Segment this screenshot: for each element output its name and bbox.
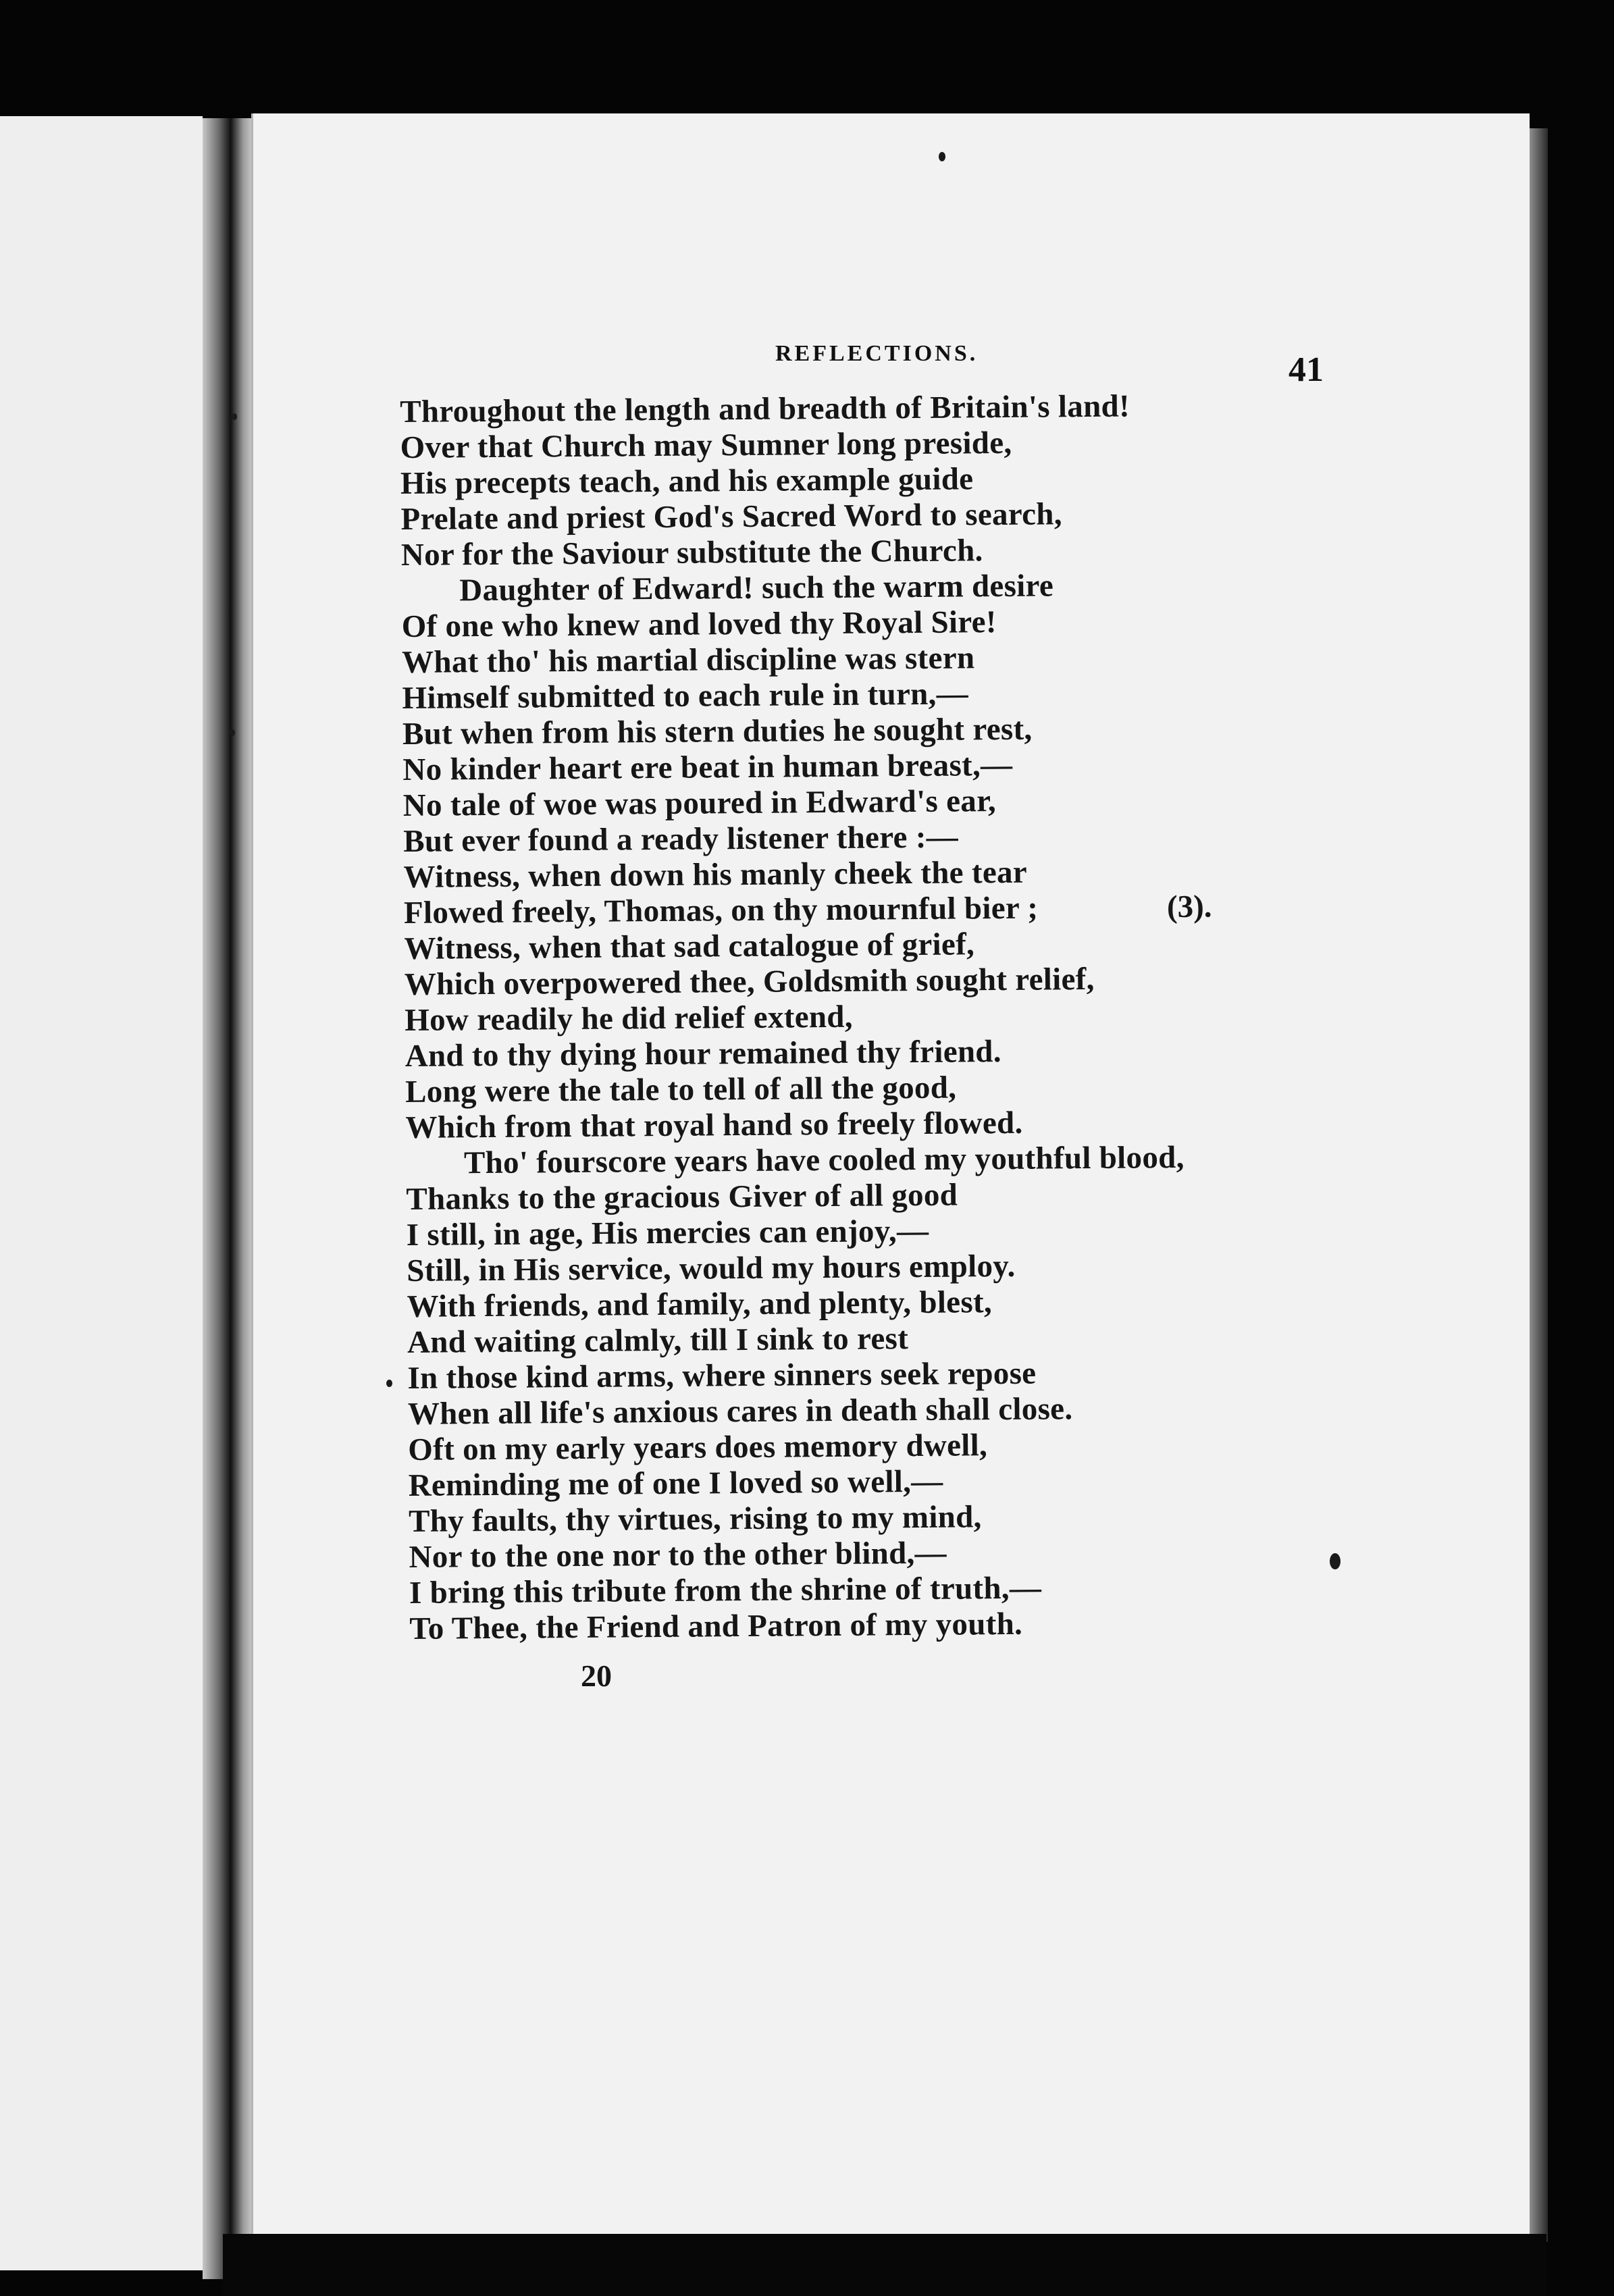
facing-page-edge bbox=[0, 116, 203, 2270]
ink-speck bbox=[939, 152, 945, 161]
verse-line: Still, in His service, would my hours employ. bbox=[406, 1248, 1016, 1288]
book-gutter bbox=[203, 118, 257, 2279]
verse-line: Tho' fourscore years have cooled my youthful blood, bbox=[463, 1139, 1185, 1181]
verse-line: Long were the tale to tell of all the good, bbox=[405, 1070, 957, 1110]
signature-mark: 20 bbox=[581, 1659, 612, 1693]
ink-speck bbox=[1330, 1553, 1340, 1569]
verse-line: Which from that royal hand so freely flowed. bbox=[405, 1105, 1023, 1145]
verse-line: I still, in age, His mercies can enjoy,— bbox=[406, 1213, 929, 1253]
verse-line: How readily he did relief extend, bbox=[405, 999, 854, 1038]
page-edge-shadow bbox=[1528, 128, 1548, 2242]
verse-line: No kinder heart ere beat in human breast,— bbox=[402, 747, 1013, 787]
verse-line: Witness, when down his manly cheek the tear bbox=[403, 854, 1028, 895]
verse-line: Which overpowered thee, Goldsmith sought relief, bbox=[404, 961, 1095, 1002]
verse-line: I bring this tribute from the shrine of truth,— bbox=[409, 1570, 1042, 1611]
verse-line: In those kind arms, where sinners seek repose bbox=[407, 1355, 1037, 1396]
poem-text bbox=[400, 386, 1343, 1879]
verse-line: And waiting calmly, till I sink to rest bbox=[407, 1321, 909, 1360]
verse-line: Flowed freely, Thomas, on thy mournful bier ; bbox=[403, 890, 1039, 931]
verse-line: Thy faults, thy virtues, rising to my mind, bbox=[408, 1499, 982, 1539]
verse-line: Nor to the one nor to the other blind,— bbox=[409, 1535, 947, 1575]
page-number: 41 bbox=[1288, 350, 1324, 389]
verse-line: To Thee, the Friend and Patron of my youth. bbox=[409, 1606, 1023, 1646]
verse-line: What tho' his martial discipline was stern bbox=[401, 640, 975, 680]
verse-line: Himself submitted to each rule in turn,— bbox=[402, 676, 969, 716]
verse-line: No tale of woe was poured in Edward's ear, bbox=[402, 783, 997, 823]
verse-line: Over that Church may Sumner long preside, bbox=[400, 425, 1012, 465]
verse-line: Nor for the Saviour substitute the Church. bbox=[400, 533, 983, 573]
ink-speck bbox=[386, 1380, 392, 1387]
verse-line: Daughter of Edward! such the warm desire bbox=[459, 568, 1054, 608]
verse-line: Thanks to the gracious Giver of all good bbox=[406, 1177, 958, 1217]
verse-line: Witness, when that sad catalogue of grief, bbox=[404, 927, 975, 966]
verse-line: Prelate and priest God's Sacred Word to search, bbox=[400, 496, 1062, 537]
verse-line: And to thy dying hour remained thy friend. bbox=[405, 1034, 1001, 1074]
verse-line: But when from his stern duties he sought rest, bbox=[402, 711, 1033, 752]
ink-speck bbox=[230, 729, 235, 736]
ink-speck bbox=[232, 413, 237, 420]
verse-line: His precepts teach, and his example guide bbox=[400, 461, 974, 501]
verse-line: Throughout the length and breadth of Britain's land! bbox=[400, 388, 1130, 429]
verse-line: With friends, and family, and plenty, blest, bbox=[407, 1284, 993, 1324]
verse-line: Oft on my early years does memory dwell, bbox=[408, 1428, 988, 1467]
verse-line: But ever found a ready listener there :— bbox=[403, 819, 959, 859]
scan-border bbox=[223, 2234, 1546, 2296]
verse-line: Reminding me of one I loved so well,— bbox=[408, 1463, 943, 1503]
note-marker: (3). bbox=[1166, 889, 1212, 925]
verse-line: When all life's anxious cares in death shall close. bbox=[407, 1391, 1073, 1432]
running-head: REFLECTIONS. bbox=[775, 341, 979, 366]
verse-line: Of one who knew and loved thy Royal Sire! bbox=[401, 604, 997, 644]
